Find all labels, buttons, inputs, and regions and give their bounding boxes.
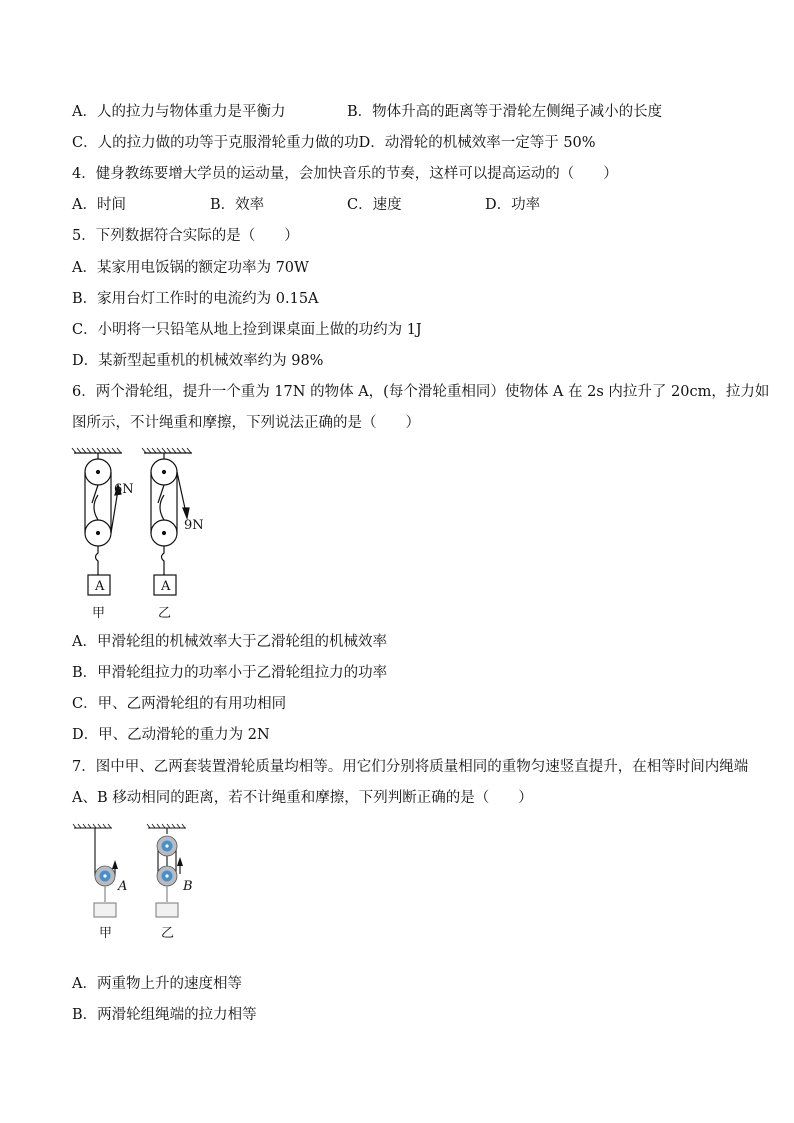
q7-left-caption: 甲	[99, 926, 113, 941]
q7-option-a: A．两重物上升的速度相等	[72, 976, 242, 992]
q6-right-block-label: A	[161, 579, 171, 594]
q6-stem-line1: 6．两个滑轮组，提升一个重为 17N 的物体 A，(每个滑轮重相同）使物体 A 在 2s 内拉升了 20cm，拉力如	[72, 384, 770, 400]
q7-pulley-figure	[66, 822, 206, 962]
q6-stem-line2: 图所示，不计绳重和摩擦，下列说法正确的是（ ）	[72, 415, 420, 431]
q5-stem: 5．下列数据符合实际的是（ ）	[72, 228, 299, 244]
q7-right-end-label: B	[183, 879, 193, 894]
q6-option-c: C．甲、乙两滑轮组的有用功相同	[72, 696, 287, 712]
q6-option-b: B．甲滑轮组拉力的功率小于乙滑轮组拉力的功率	[72, 665, 388, 681]
q7-stem-line1: 7．图中甲、乙两套装置滑轮质量均相等。用它们分别将质量相同的重物匀速竖直提升，在相等时间内绳端	[72, 759, 749, 775]
q6-right-force-label: 9N	[184, 518, 204, 533]
q6-left-caption: 甲	[92, 606, 106, 621]
q6-option-a: A．甲滑轮组的机械效率大于乙滑轮组的机械效率	[72, 634, 387, 650]
q4-option-b: B．效率	[210, 197, 265, 213]
q6-right-caption: 乙	[158, 606, 172, 621]
q5-option-b: B．家用台灯工作时的电流约为 0.15A	[72, 291, 319, 307]
q3-option-b: B．物体升高的距离等于滑轮左侧绳子减小的长度	[347, 104, 663, 120]
q6-left-force-label: 6N	[114, 482, 134, 497]
q6-pulley-figure	[60, 445, 230, 625]
q6-left-block-label: A	[95, 579, 105, 594]
q5-option-c: C．小明将一只铅笔从地上捡到课桌面上做的功约为 1J	[72, 322, 422, 338]
q4-option-d: D．功率	[485, 197, 541, 213]
q5-option-a: A．某家用电饭锅的额定功率为 70W	[72, 260, 309, 276]
q7-left-end-label: A	[118, 879, 128, 894]
q4-option-a: A．时间	[72, 197, 126, 213]
q3-option-cd: C．人的拉力做的功等于克服滑轮重力做的功D．动滑轮的机械效率一定等于 50%	[72, 135, 596, 151]
q4-option-c: C．速度	[347, 197, 402, 213]
q7-stem-line2: A、B 移动相同的距离，若不计绳重和摩擦，下列判断正确的是（ ）	[72, 790, 533, 806]
q6-option-d: D．甲、乙动滑轮的重力为 2N	[72, 727, 270, 743]
q5-option-d: D．某新型起重机的机械效率约为 98%	[72, 353, 324, 369]
q3-option-a: A．人的拉力与物体重力是平衡力	[72, 104, 286, 120]
q7-right-caption: 乙	[161, 926, 175, 941]
q7-option-b: B．两滑轮组绳端的拉力相等	[72, 1007, 257, 1023]
q4-stem: 4．健身教练要增大学员的运动量，会加快音乐的节奏，这样可以提高运动的（ ）	[72, 166, 618, 182]
